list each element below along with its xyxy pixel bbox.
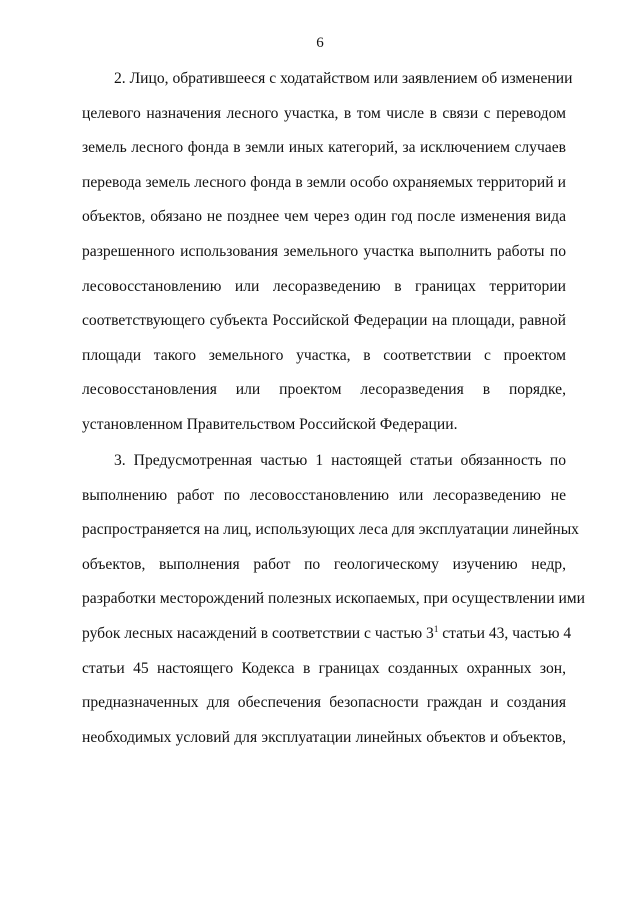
paragraph-3-line-9: необходимых условий для эксплуатации линейных объектов и объектов, — [82, 728, 566, 746]
paragraph-3-line-2: выполнению работ по лесовосстановлению или лесоразведению не — [82, 486, 566, 504]
paragraph-2-line-6: разрешенного использования земельного участка выполнить работы по — [82, 242, 566, 260]
paragraph-3-line-6-before: рубок лесных насаждений в соответствии с частью 3 — [82, 624, 434, 642]
paragraph-3-line-6 — [82, 617, 572, 652]
paragraph-3-line-4: объектов, выполнения работ по геологическому изучению недр, — [82, 555, 566, 573]
paragraph-2-line-9: площади такого земельного участка, в соответствии с проектом — [82, 346, 566, 364]
paragraph-2-line-8: соответствующего субъекта Российской Федерации на площади, равной — [82, 312, 566, 330]
superscript-marker: 1 — [433, 623, 439, 634]
paragraph-2-line-5: объектов, обязано не позднее чем через один год после изменения вида — [82, 208, 566, 226]
paragraph-3-line-6-after: статьи 43, частью 4 — [438, 624, 572, 642]
paragraph-2-line-10: лесовосстановления или проектом лесоразведения в порядке, — [82, 381, 566, 399]
paragraph-2-line-7: лесовосстановлению или лесоразведению в границах территории — [82, 277, 566, 295]
paragraph-2-line-3: земель лесного фонда в земли иных категорий, за исключением случаев — [82, 139, 566, 157]
paragraph-2 — [82, 62, 573, 443]
paragraph-2-line-11: установленном Правительством Российской Федерации. — [82, 415, 458, 433]
paragraph-3-line-3: распространяется на лиц, использующих леса для эксплуатации линейных — [82, 521, 579, 539]
paragraph-2-line-4: перевода земель лесного фонда в земли особо охраняемых территорий и — [82, 173, 566, 191]
paragraph-2-line-2: целевого назначения лесного участка, в том числе в связи с переводом — [82, 104, 566, 122]
paragraph-3-line-7: статьи 45 настоящего Кодекса в границах созданных охранных зон, — [82, 659, 566, 677]
paragraph-3-line-8: предназначенных для обеспечения безопасности граждан и создания — [82, 694, 566, 712]
page-number: 6 — [316, 35, 324, 51]
paragraph-2-line-1: 2. Лицо, обратившееся с ходатайством или заявлением об изменении — [114, 70, 573, 87]
paragraph-3 — [82, 444, 585, 755]
paragraph-3-line-5: разработки месторождений полезных ископаемых, при осуществлении ими — [82, 590, 585, 608]
paragraph-3-line-1: 3. Предусмотренная частью 1 настоящей статьи обязанность по — [114, 452, 566, 469]
